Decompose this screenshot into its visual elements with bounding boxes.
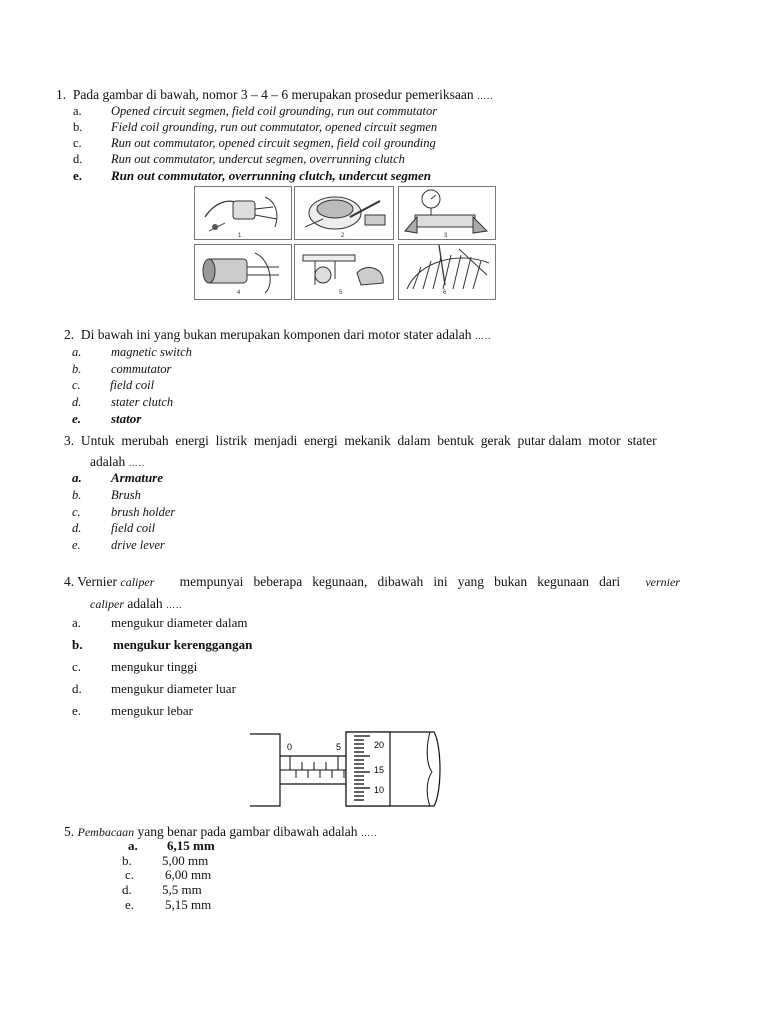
option-text: 5,15 mm bbox=[165, 897, 212, 912]
option-letter: e. bbox=[125, 897, 135, 912]
option-letter: c. bbox=[72, 659, 82, 674]
question-number: 1. bbox=[56, 87, 67, 102]
option-text: Run out commutator, overrunning clutch, undercut segmen bbox=[111, 168, 432, 183]
thimble-label-20: 20 bbox=[374, 740, 385, 750]
option-text: Field coil grounding, run out commutator, opened circuit segmen bbox=[111, 120, 438, 134]
option-letter: b. bbox=[73, 120, 83, 134]
option-letter: a. bbox=[72, 470, 82, 485]
option-text: brush holder bbox=[111, 505, 176, 519]
option-letter: a. bbox=[72, 345, 82, 359]
answer-dots: ….. bbox=[477, 91, 494, 101]
option-text: Armature bbox=[111, 470, 164, 485]
figure-panel-5 bbox=[294, 244, 394, 300]
question-number: 4. bbox=[64, 574, 75, 589]
figure-panel-1 bbox=[194, 186, 292, 240]
question-text-line2: adalah bbox=[90, 454, 126, 469]
figure-label-6: 6 bbox=[443, 290, 447, 296]
option-text: mengukur diameter luar bbox=[111, 681, 236, 696]
answer-dots: ….. bbox=[474, 331, 492, 341]
question-text: yang benar pada gambar dibawah adalah bbox=[137, 824, 358, 839]
answer-dots: ….. bbox=[165, 600, 183, 610]
question-2-stem bbox=[64, 327, 491, 344]
option-letter: c. bbox=[72, 505, 81, 519]
figure-panel-3 bbox=[398, 186, 496, 240]
sleeve-label-0: 0 bbox=[287, 742, 293, 752]
question-1-stem bbox=[56, 87, 494, 104]
question-3-stem-line2 bbox=[90, 454, 145, 471]
option-text: magnetic switch bbox=[111, 345, 192, 359]
option-text: 6,00 mm bbox=[165, 867, 212, 882]
figure-label-5: 5 bbox=[339, 290, 343, 296]
option-text: mengukur tinggi bbox=[111, 659, 198, 674]
option-letter: c. bbox=[125, 867, 135, 882]
option-text: Brush bbox=[111, 488, 141, 502]
question-text-pembacaan-italic: Pembacaan bbox=[77, 825, 135, 839]
figure-label-1: 1 bbox=[238, 233, 242, 239]
question-text-line2: adalah bbox=[127, 596, 163, 611]
option-letter: b. bbox=[72, 488, 82, 502]
option-text: 5,5 mm bbox=[162, 882, 202, 897]
option-text: 5,00 mm bbox=[162, 853, 209, 868]
option-text: Run out commutator, undercut segmen, overrunning clutch bbox=[111, 152, 405, 166]
option-text: Opened circuit segmen, field coil grounding, run out commutator bbox=[111, 104, 438, 118]
answer-dots: ….. bbox=[128, 458, 146, 468]
starter-inspection-figure bbox=[194, 186, 496, 300]
thimble-label-10: 10 bbox=[374, 785, 385, 795]
question-5-stem bbox=[64, 824, 377, 841]
option-text: 6,15 mm bbox=[167, 838, 215, 853]
armature-growler-illustration bbox=[295, 187, 393, 239]
option-text: Run out commutator, opened circuit segmen, field coil grounding bbox=[111, 136, 436, 150]
option-letter: e. bbox=[73, 168, 83, 183]
dial-indicator-runout-illustration bbox=[399, 187, 495, 239]
option-text: mengukur lebar bbox=[111, 703, 193, 718]
vernier-undercut-illustration bbox=[295, 245, 393, 299]
figure-label-3: 3 bbox=[444, 233, 448, 239]
sleeve-label-5: 5 bbox=[336, 742, 342, 752]
question-4-stem bbox=[64, 574, 680, 590]
option-letter: e. bbox=[72, 411, 82, 426]
figure-panel-6 bbox=[398, 244, 496, 300]
option-letter: c. bbox=[73, 136, 82, 150]
option-letter: a. bbox=[73, 104, 82, 118]
option-letter: b. bbox=[122, 853, 132, 868]
commutator-segment-illustration bbox=[399, 245, 495, 299]
question-number: 2. bbox=[64, 327, 75, 342]
question-text-vernier: Vernier bbox=[77, 574, 117, 589]
question-3-stem bbox=[64, 433, 657, 449]
figure-label-4: 4 bbox=[237, 290, 241, 296]
option-letter: d. bbox=[73, 152, 83, 166]
question-text-caliper-italic: caliper bbox=[120, 575, 155, 589]
sleeve-upper-ticks bbox=[290, 756, 350, 770]
option-letter: a. bbox=[128, 838, 138, 853]
option-letter: d. bbox=[72, 521, 82, 535]
option-text: mengukur kerenggangan bbox=[113, 637, 253, 652]
option-text: drive lever bbox=[111, 538, 165, 552]
option-letter: d. bbox=[122, 882, 132, 897]
answer-dots: ….. bbox=[360, 828, 378, 838]
option-text: field coil bbox=[110, 378, 155, 392]
figure-panel-4 bbox=[194, 244, 292, 300]
option-text: commutator bbox=[111, 362, 172, 376]
sleeve-lower-ticks bbox=[296, 770, 344, 778]
question-text-middle: mempunyai beberapa kegunaan, dibawah ini yang bukan kegunaan dari bbox=[179, 574, 621, 589]
option-letter: e. bbox=[72, 703, 82, 718]
figure-label-2: 2 bbox=[341, 233, 345, 239]
option-letter: d. bbox=[72, 681, 82, 696]
question-text-line1: Untuk merubah energi listrik menjadi energi mekanik dalam bentuk gerak putar dalam motor stater bbox=[80, 433, 657, 448]
question-text: Di bawah ini yang bukan merupakan komponen dari motor stater adalah bbox=[80, 327, 472, 342]
hand-tester-illustration bbox=[195, 187, 291, 239]
option-text: field coil bbox=[111, 521, 156, 535]
question-4-stem-line2 bbox=[90, 596, 182, 613]
option-text: mengukur diameter dalam bbox=[111, 615, 248, 630]
option-text: stator bbox=[111, 411, 142, 426]
clutch-check-illustration bbox=[195, 245, 291, 299]
option-letter: b. bbox=[72, 362, 82, 376]
option-letter: d. bbox=[72, 395, 82, 409]
thimble-label-15: 15 bbox=[374, 765, 385, 775]
option-letter: e. bbox=[72, 538, 81, 552]
option-letter: b. bbox=[72, 637, 83, 652]
micrometer-figure bbox=[250, 726, 444, 812]
question-number: 3. bbox=[64, 433, 75, 448]
option-text: stater clutch bbox=[111, 395, 174, 409]
figure-panel-2 bbox=[294, 186, 394, 240]
option-letter: a. bbox=[72, 615, 82, 630]
option-letter: c. bbox=[72, 378, 81, 392]
question-number: 5. bbox=[64, 824, 75, 839]
question-text: Pada gambar di bawah, nomor 3 – 4 – 6 merupakan prosedur pemeriksaan bbox=[72, 87, 474, 102]
question-text-caliper-italic-2: caliper bbox=[90, 597, 124, 611]
question-text-vernier-italic: vernier bbox=[645, 575, 680, 589]
